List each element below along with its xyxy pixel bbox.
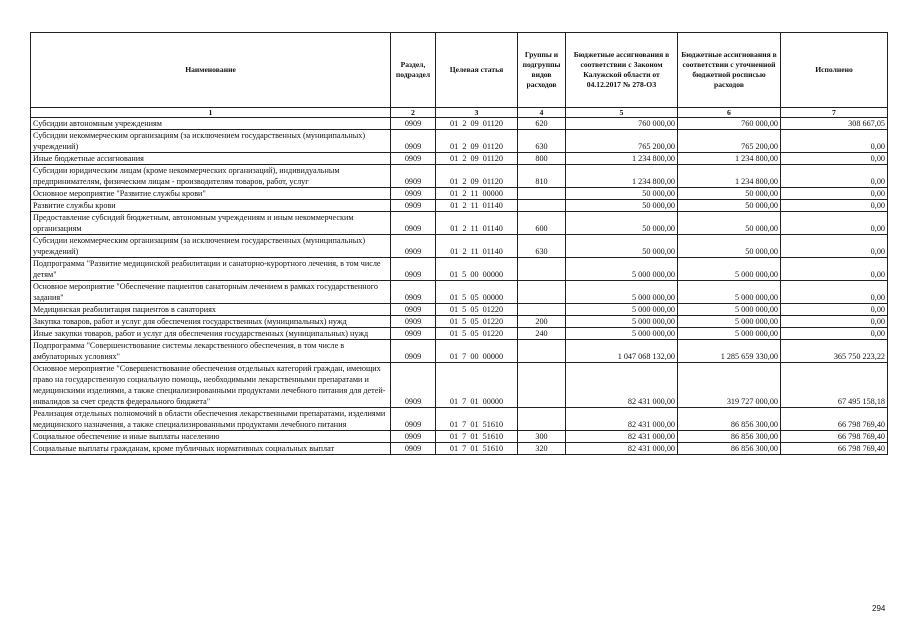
row-done-amount: 66 798 769,40 <box>781 443 888 455</box>
column-number: 4 <box>518 108 566 118</box>
row-refined-amount: 1 234 800,00 <box>678 153 781 165</box>
row-group <box>518 408 566 431</box>
table-row <box>31 304 888 316</box>
row-refined-amount: 50 000,00 <box>678 188 781 200</box>
row-done-amount: 0,00 <box>781 200 888 212</box>
column-number: 2 <box>391 108 436 118</box>
row-section: 0909 <box>391 316 436 328</box>
row-target: 01 5 05 00000 <box>436 281 518 304</box>
row-law-amount: 5 000 000,00 <box>566 304 678 316</box>
row-name: Субсидии юридическим лицам (кроме некоммерческих организаций), индивидуальным предпринимателям, физическим лицам - производителям товаров, работ, услуг <box>31 165 391 188</box>
row-target: 01 2 09 01120 <box>436 165 518 188</box>
row-law-amount: 50 000,00 <box>566 212 678 235</box>
row-group: 810 <box>518 165 566 188</box>
row-refined-amount: 765 200,00 <box>678 130 781 153</box>
row-done-amount: 66 798 769,40 <box>781 408 888 431</box>
row-name: Подпрограмма "Развитие медицинской реабилитации и санаторно-курортного лечения, в том числе детям" <box>31 258 391 281</box>
row-done-amount: 67 495 158,18 <box>781 363 888 408</box>
row-section: 0909 <box>391 235 436 258</box>
page-number: 294 <box>872 604 886 613</box>
row-section: 0909 <box>391 200 436 212</box>
row-law-amount: 50 000,00 <box>566 188 678 200</box>
row-group <box>518 340 566 363</box>
row-group <box>518 304 566 316</box>
row-name: Социальное обеспечение и иные выплаты населению <box>31 431 391 443</box>
row-refined-amount: 5 000 000,00 <box>678 281 781 304</box>
row-target: 01 7 01 51610 <box>436 431 518 443</box>
row-target: 01 2 11 01140 <box>436 212 518 235</box>
table-row <box>31 408 888 431</box>
row-refined-amount: 50 000,00 <box>678 235 781 258</box>
row-group <box>518 363 566 408</box>
row-group: 800 <box>518 153 566 165</box>
row-group: 630 <box>518 130 566 153</box>
row-target: 01 5 05 01220 <box>436 328 518 340</box>
row-group: 320 <box>518 443 566 455</box>
table-row <box>31 165 888 188</box>
header-done: Исполнено <box>781 33 888 108</box>
row-refined-amount: 86 856 300,00 <box>678 408 781 431</box>
header-target: Целевая статья <box>436 33 518 108</box>
row-group: 240 <box>518 328 566 340</box>
row-refined-amount: 5 000 000,00 <box>678 258 781 281</box>
row-target: 01 2 11 01140 <box>436 200 518 212</box>
row-done-amount: 0,00 <box>781 304 888 316</box>
budget-table <box>30 32 888 455</box>
row-section: 0909 <box>391 188 436 200</box>
row-done-amount: 0,00 <box>781 212 888 235</box>
table-row <box>31 153 888 165</box>
table-row <box>31 443 888 455</box>
row-name: Предоставление субсидий бюджетным, автономным учреждениям и иным некоммерческим организациям <box>31 212 391 235</box>
row-law-amount: 5 000 000,00 <box>566 316 678 328</box>
row-refined-amount: 5 000 000,00 <box>678 328 781 340</box>
table-row <box>31 340 888 363</box>
row-target: 01 5 00 00000 <box>436 258 518 281</box>
row-law-amount: 82 431 000,00 <box>566 431 678 443</box>
row-section: 0909 <box>391 431 436 443</box>
row-name: Основное мероприятие "Развитие службы крови" <box>31 188 391 200</box>
row-target: 01 2 11 01140 <box>436 235 518 258</box>
row-name: Иные бюджетные ассигнования <box>31 153 391 165</box>
table-row <box>31 212 888 235</box>
table-row <box>31 328 888 340</box>
row-done-amount: 0,00 <box>781 328 888 340</box>
row-target: 01 5 05 01220 <box>436 304 518 316</box>
row-done-amount: 0,00 <box>781 281 888 304</box>
row-target: 01 2 11 00000 <box>436 188 518 200</box>
row-refined-amount: 86 856 300,00 <box>678 431 781 443</box>
table-row <box>31 281 888 304</box>
row-name: Основное мероприятие "Совершенствование обеспечения отдельных категорий граждан, имеющих право на государственную социальную помощь, необходимыми лекарственными препаратами и медицинскими изделиями, а также специализированными продуктами лечебного питания для детей-инвалидов за счет средств федерального бюджета" <box>31 363 391 408</box>
table-row <box>31 200 888 212</box>
row-refined-amount: 50 000,00 <box>678 200 781 212</box>
table-row <box>31 316 888 328</box>
table-row <box>31 130 888 153</box>
row-law-amount: 5 000 000,00 <box>566 258 678 281</box>
row-refined-amount: 760 000,00 <box>678 118 781 130</box>
header-refined: Бюджетные ассигнования в соответствии с уточненной бюджетной росписью расходов <box>678 33 781 108</box>
row-law-amount: 1 234 800,00 <box>566 153 678 165</box>
row-law-amount: 1 047 068 132,00 <box>566 340 678 363</box>
row-done-amount: 66 798 769,40 <box>781 431 888 443</box>
row-group <box>518 188 566 200</box>
row-law-amount: 82 431 000,00 <box>566 443 678 455</box>
row-refined-amount: 50 000,00 <box>678 212 781 235</box>
row-group: 600 <box>518 212 566 235</box>
row-law-amount: 765 200,00 <box>566 130 678 153</box>
row-done-amount: 0,00 <box>781 165 888 188</box>
row-group <box>518 258 566 281</box>
row-section: 0909 <box>391 281 436 304</box>
row-done-amount: 308 667,05 <box>781 118 888 130</box>
row-done-amount: 0,00 <box>781 153 888 165</box>
row-name: Субсидии автономным учреждениям <box>31 118 391 130</box>
row-name: Подпрограмма "Совершенствование системы лекарственного обеспечения, в том числе в амбулаторных условиях" <box>31 340 391 363</box>
row-law-amount: 50 000,00 <box>566 200 678 212</box>
row-name: Развитие службы крови <box>31 200 391 212</box>
table-body <box>31 118 888 455</box>
row-group <box>518 200 566 212</box>
row-law-amount: 82 431 000,00 <box>566 363 678 408</box>
row-target: 01 5 05 01220 <box>436 316 518 328</box>
row-done-amount: 365 750 223,22 <box>781 340 888 363</box>
row-target: 01 7 01 51610 <box>436 443 518 455</box>
row-target: 01 2 09 01120 <box>436 153 518 165</box>
row-law-amount: 5 000 000,00 <box>566 328 678 340</box>
row-section: 0909 <box>391 130 436 153</box>
column-number: 3 <box>436 108 518 118</box>
row-done-amount: 0,00 <box>781 316 888 328</box>
column-number-row <box>31 108 888 118</box>
row-refined-amount: 319 727 000,00 <box>678 363 781 408</box>
row-target: 01 2 09 01120 <box>436 118 518 130</box>
row-target: 01 2 09 01120 <box>436 130 518 153</box>
table-row <box>31 235 888 258</box>
row-law-amount: 5 000 000,00 <box>566 281 678 304</box>
row-group: 620 <box>518 118 566 130</box>
row-law-amount: 50 000,00 <box>566 235 678 258</box>
row-section: 0909 <box>391 328 436 340</box>
row-group <box>518 281 566 304</box>
row-group: 200 <box>518 316 566 328</box>
row-law-amount: 1 234 800,00 <box>566 165 678 188</box>
row-section: 0909 <box>391 258 436 281</box>
row-section: 0909 <box>391 118 436 130</box>
table-row <box>31 431 888 443</box>
header-row <box>31 33 888 108</box>
row-section: 0909 <box>391 165 436 188</box>
row-section: 0909 <box>391 443 436 455</box>
row-name: Основное мероприятие "Обеспечение пациентов санаторным лечением в рамках государственного задания" <box>31 281 391 304</box>
row-done-amount: 0,00 <box>781 258 888 281</box>
row-group: 300 <box>518 431 566 443</box>
row-done-amount: 0,00 <box>781 130 888 153</box>
row-target: 01 7 01 00000 <box>436 363 518 408</box>
row-target: 01 7 00 00000 <box>436 340 518 363</box>
row-refined-amount: 1 285 659 330,00 <box>678 340 781 363</box>
row-section: 0909 <box>391 153 436 165</box>
row-refined-amount: 1 234 800,00 <box>678 165 781 188</box>
row-refined-amount: 86 856 300,00 <box>678 443 781 455</box>
row-law-amount: 82 431 000,00 <box>566 408 678 431</box>
row-name: Закупка товаров, работ и услуг для обеспечения государственных (муниципальных) нужд <box>31 316 391 328</box>
column-number: 7 <box>781 108 888 118</box>
table-row <box>31 188 888 200</box>
header-name: Наименование <box>31 33 391 108</box>
row-law-amount: 760 000,00 <box>566 118 678 130</box>
header-law: Бюджетные ассигнования в соответствии с Законом Калужской области от 04.12.2017 № 278-ОЗ <box>566 33 678 108</box>
row-done-amount: 0,00 <box>781 188 888 200</box>
row-refined-amount: 5 000 000,00 <box>678 304 781 316</box>
row-name: Субсидии некоммерческим организациям (за исключением государственных (муниципальных) учреждений) <box>31 130 391 153</box>
row-name: Субсидии некоммерческим организациям (за исключением государственных (муниципальных) учреждений) <box>31 235 391 258</box>
column-number: 1 <box>31 108 391 118</box>
row-name: Социальные выплаты гражданам, кроме публичных нормативных социальных выплат <box>31 443 391 455</box>
table-row <box>31 363 888 408</box>
row-section: 0909 <box>391 304 436 316</box>
header-section: Раздел, подраздел <box>391 33 436 108</box>
table-row <box>31 118 888 130</box>
row-name: Иные закупки товаров, работ и услуг для обеспечения государственных (муниципальных) нужд <box>31 328 391 340</box>
row-group: 630 <box>518 235 566 258</box>
header-group: Группы и подгруппы видов расходов <box>518 33 566 108</box>
row-name: Медицинская реабилитация пациентов в санаториях <box>31 304 391 316</box>
row-refined-amount: 5 000 000,00 <box>678 316 781 328</box>
row-section: 0909 <box>391 408 436 431</box>
column-number: 5 <box>566 108 678 118</box>
row-done-amount: 0,00 <box>781 235 888 258</box>
row-section: 0909 <box>391 212 436 235</box>
budget-table-sheet <box>30 32 887 455</box>
row-target: 01 7 01 51610 <box>436 408 518 431</box>
row-section: 0909 <box>391 363 436 408</box>
table-row <box>31 258 888 281</box>
row-section: 0909 <box>391 340 436 363</box>
row-name: Реализация отдельных полномочий в области обеспечения лекарственными препаратами, изделиями медицинского назначения, а также специализированными продуктами лечебного питания <box>31 408 391 431</box>
column-number: 6 <box>678 108 781 118</box>
